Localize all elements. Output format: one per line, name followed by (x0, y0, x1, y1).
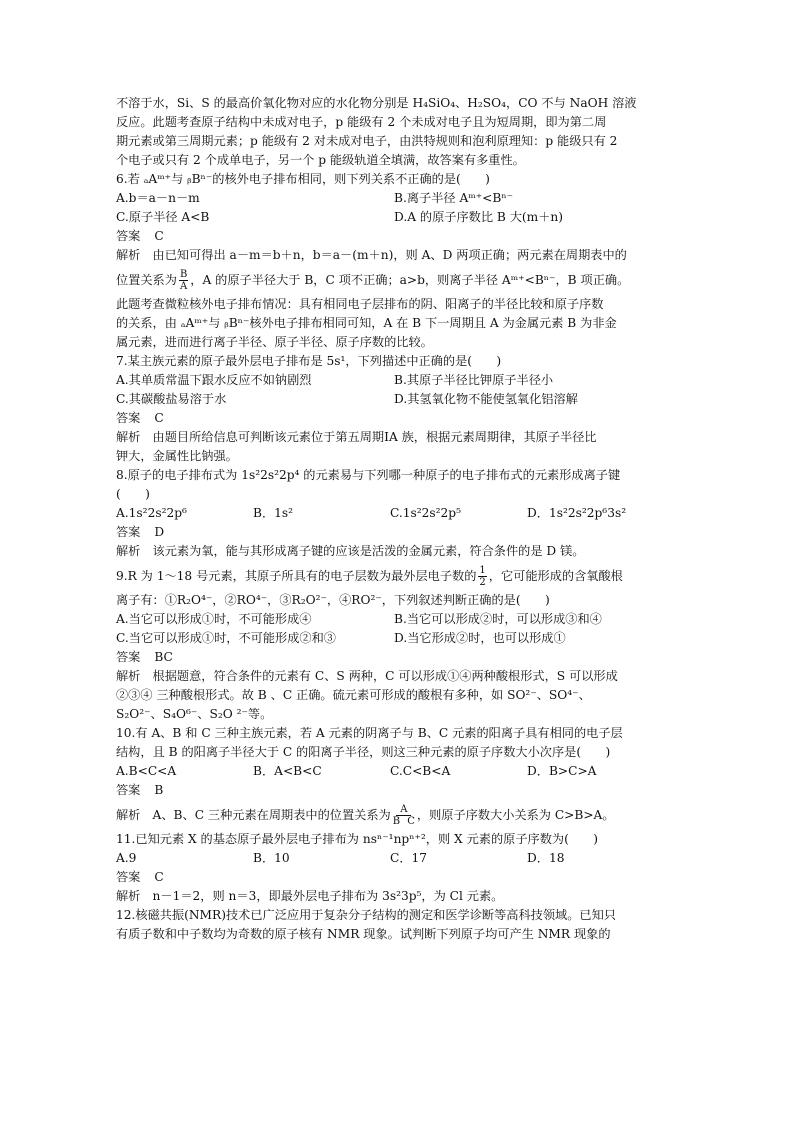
explanation-text: ，A 的原子半径大于 B，C 项不正确；a>b，则离子半径 Aᵐ⁺<Bⁿ⁻，B 项正确。 (190, 273, 630, 287)
question-8-options (116, 504, 682, 523)
answer-value: C (154, 870, 164, 884)
explanation-line: 解析 由已知可得出 a－m＝b＋n，b＝a－(m＋n)，则 A、D 两项正确；两元素在周期表中的 (116, 248, 627, 262)
answer-label: 答案 (116, 411, 141, 425)
explanation-line: 的关系，由 ₐAᵐ⁺与 ᵦBⁿ⁻核外电子排布相同可知，A 在 B 下一周期且 A 为金属元素 B 为非金 (116, 316, 617, 330)
explanation-text: 解析 A、B、C 三种元素在周期表中的位置关系为 (116, 808, 391, 822)
question-10-stem: 10.有 A、B 和 C 三种主族元素，若 A 元素的阴离子与 B、C 元素的阳离子具有相同的电子层 (116, 726, 623, 740)
explanation-line: 此题考查微粒核外电子排布情况：具有相同电子层排布的阴、阳离子的半径比较和原子序数 (116, 297, 604, 311)
option-c: C.其碳酸盐易溶于水 (116, 392, 227, 406)
option-b: B.当它可以形成②时，可以形成③和④ (394, 612, 602, 626)
question-7-options-row-2 (116, 390, 682, 409)
explanation-text: 位置关系为 (116, 273, 177, 287)
option-a: A.B<C<A (116, 764, 177, 778)
explanation-line (116, 265, 682, 295)
question-8-stem-cont: ( ) (116, 487, 150, 501)
explanation-line: 解析 由题目所给信息可判断该元素位于第五周期ⅠA 族，根据元素周期律，其原子半径比 (116, 430, 597, 444)
answer-value: C (154, 229, 164, 243)
option-a: A.其单质常温下跟水反应不如钠剧烈 (116, 373, 312, 387)
explanation-line: 钾大，金属性比钠强。 (116, 449, 238, 463)
option-b: B．10 (253, 851, 290, 865)
answer-label: 答案 (116, 650, 141, 664)
option-a: A.1s²2s²2p⁶ (116, 506, 187, 520)
option-d: D．1s²2s²2p⁶3s² (527, 506, 627, 520)
question-9-options-row-1 (116, 610, 682, 629)
stem-text: ，它可能形成的含氧酸根 (488, 569, 623, 583)
text-line: 不溶于水，Si、S 的最高价氧化物对应的水化物分别是 H₄SiO₄、H₂SO₄，CO 不与 NaOH 溶液 (116, 96, 637, 110)
option-d: D.当它形成②时，也可以形成① (394, 631, 566, 645)
option-a: A.当它可以形成①时，不可能形成④ (116, 612, 312, 626)
question-10-stem-cont: 结构，且 B 的阳离子半径大于 C 的阳离子半径，则这三种元素的原子序数大小次序是( ) (116, 745, 611, 759)
question-7-options-row-1 (116, 371, 682, 390)
option-d: D.A 的原子序数比 B 大(m＋n) (394, 210, 564, 224)
fraction-bottom: 2 (479, 576, 486, 588)
stem-text: 9.R 为 1～18 号元素，其原子所具有的电子层数为最外层电子数的 (116, 569, 477, 583)
question-9-stem (116, 561, 682, 591)
answer-label: 答案 (116, 229, 141, 243)
question-12-stem: 12.核磁共振(NMR)技术已广泛应用于复杂分子结构的测定和医学诊断等高科技领域。已知只 (116, 908, 616, 922)
option-c: C.原子半径 A<B (116, 210, 210, 224)
answer-line (116, 409, 682, 428)
explanation-line (116, 800, 682, 830)
answer-line (116, 868, 682, 887)
option-d: D．18 (527, 851, 565, 865)
explanation-line: S₂O²⁻、S₄O⁶⁻、S₂O ²⁻等。 (116, 707, 273, 721)
answer-label: 答案 (116, 870, 141, 884)
explanation-text: ，则原子序数大小关系为 C>B>A。 (416, 808, 615, 822)
answer-value: B (154, 783, 164, 797)
question-12-stem-cont: 有质子数和中子数均为奇数的原子核有 NMR 现象。试判断下列原子均可产生 NMR 现象的 (116, 927, 611, 941)
explanation-line: ②③④ 三种酸根形式。故 B 、C 正确。硫元素可形成的酸根有多种，如 SO²⁻、SO⁴⁻、 (116, 688, 591, 702)
half-fraction (478, 565, 486, 588)
option-d: D．B>C>A (527, 764, 597, 778)
element-position-diagram (393, 804, 415, 827)
fraction-top: 1 (479, 564, 486, 576)
question-6-options-row-1 (116, 189, 682, 208)
answer-value: C (154, 411, 164, 425)
question-6-stem: 6.若 ₐAᵐ⁺与 ᵦBⁿ⁻的核外电子排布相同，则下列关系不正确的是( ) (116, 172, 490, 186)
question-8-stem: 8.原子的电子排布式为 1s²2s²2p⁴ 的元素易与下列哪一种原子的电子排布式的元素形成离子键 (116, 468, 621, 482)
answer-value: BC (154, 650, 173, 664)
answer-label: 答案 (116, 525, 141, 539)
question-6-options-row-2 (116, 208, 682, 227)
option-c: C.C<B<A (390, 764, 451, 778)
position-fraction (179, 269, 188, 292)
question-7-stem: 7.某主族元素的原子最外层电子排布是 5s¹，下列描述中正确的是( ) (116, 354, 502, 368)
text-line: 反应。此题考查原子结构中未成对电子，p 能级有 2 个未成对电子且为短周期，即为第二周 (116, 115, 607, 129)
fraction-top: B (179, 268, 188, 280)
answer-line (116, 523, 682, 542)
option-c: C.1s²2s²2p⁵ (390, 506, 461, 520)
diagram-bottom: B C (392, 815, 415, 827)
question-11-options (116, 849, 682, 868)
option-b: B.离子半径 Aᵐ⁺<Bⁿ⁻ (394, 191, 514, 205)
text-line: 期元素或第三周期元素；p 能级有 2 对未成对电子，由洪特规则和泡利原理知：p 能级只有 2 (116, 134, 618, 148)
answer-line (116, 227, 682, 246)
option-b: B．A<B<C (253, 764, 322, 778)
question-9-options-row-2 (116, 629, 682, 648)
explanation-line: 解析 该元素为氧，能与其形成离子键的应该是活泼的金属元素，符合条件的是 D 镁。 (116, 544, 585, 558)
explanation-line: 解析 n－1＝2，则 n＝3，即最外层电子排布为 3s²3p⁵，为 Cl 元素。 (116, 889, 504, 903)
option-a: A.9 (116, 851, 137, 865)
option-a: A.b＝a－n－m (116, 191, 200, 205)
question-9-stem-cont: 离子有：①R₂O⁴⁻，②RO⁴⁻，③R₂O²⁻，④RO²⁻，下列叙述判断正确的是( ) (116, 593, 550, 607)
diagram-top: A (396, 804, 411, 816)
question-10-options (116, 762, 682, 781)
explanation-line: 解析 根据题意，符合条件的元素有 C、S 两种，C 可以形成①④两种酸根形式，S 可以形成 (116, 669, 618, 683)
answer-label: 答案 (116, 783, 141, 797)
text-line: 个电子或只有 2 个成单电子，另一个 p 能级轨道全填满，故答案有多重性。 (116, 153, 525, 167)
answer-line (116, 781, 682, 800)
answer-line (116, 648, 682, 667)
answer-value: D (154, 525, 165, 539)
option-b: B.其原子半径比钾原子半径小 (394, 373, 554, 387)
explanation-line: 属元素，进而进行离子半径、原子半径、原子序数的比较。 (116, 335, 433, 349)
fraction-bottom: A (180, 280, 188, 292)
question-11-stem: 11.已知元素 X 的基态原子最外层电子排布为 nsⁿ⁻¹npⁿ⁺²，则 X 元素的原子序数为( ) (116, 832, 598, 846)
document-page (116, 94, 682, 944)
option-c: C.当它可以形成①时，不可能形成②和③ (116, 631, 336, 645)
option-d: D.其氢氧化物不能使氢氧化铝溶解 (394, 392, 578, 406)
option-c: C．17 (390, 851, 428, 865)
option-b: B．1s² (253, 506, 294, 520)
